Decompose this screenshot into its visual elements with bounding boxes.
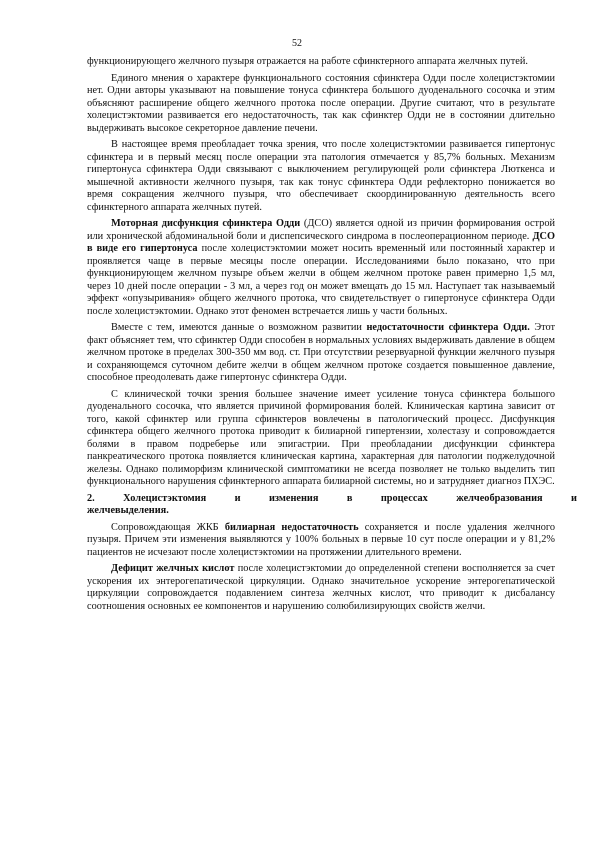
paragraph	[87, 563, 555, 613]
text-run: Сопровождающая ЖКБ	[111, 521, 225, 533]
text-run: после холецистэктомии до определенной степени восполняется за счет ускорения их энтерогепатической циркуляции. Однако значительное ускорение энтерогепатической циркуляции сопровождается подавлением синтеза желчных кислот, что приводит к дисбалансу соотношения основных ее компонентов и нарушению солюбилизирующих свойств желчи.	[87, 563, 555, 612]
text-run: после холецистэктомии может носить временный или постоянный характер и проявляется чаще в первые месяцы после операции. Исследованиями было показано, что при функционирующем желчном пузыре объем желчи в общем желчном протоке равен примерно 1,5 мл, через 10 дней после операции - 3 мл, а через год он может вмещать до 15 мл. Наступает так называемый эффект «опузыривания» общего желчного протока, что свидетельствует о гипертонусе сфинктера Одди после холецистэктомии. Однако этот феномен встречается лишь у части больных.	[87, 243, 556, 317]
heading-word: желчеобразования	[456, 492, 543, 504]
paragraph	[87, 322, 555, 385]
heading-word: 2.	[87, 492, 95, 504]
paragraph	[87, 73, 555, 136]
section-heading-continuation: желчевыделения.	[87, 505, 169, 516]
section-heading	[87, 493, 577, 506]
page-number: 52	[292, 38, 302, 49]
text-run: сохраняется и после удаления желчного пузыря. Причем эти изменения выявляются у 100% больных в первые 10 сут после операции и у 81,2% пациентов не исчезают после холецистэктомии на протяжении длительного времени.	[87, 521, 555, 558]
bold-term: Дефицит желчных кислот	[111, 563, 235, 574]
heading-word: в	[346, 492, 353, 504]
paragraph	[87, 522, 555, 560]
heading-word: Холецистэктомия	[123, 492, 207, 504]
text-run: С клинической точки зрения большее значение имеет усиление тонуса сфинктера большого дуоденального сосочка, что является причиной формирования болей. Клиническая картина зависит от того, какой сфинктер или группа сфинктеров вовлечены в патологический процесс. Дисфункция сфинктера общего желчного протока приводит к билиарной гипертензии, холестазу и сопровождается болями в правом подреберье или эпигастрии. При преобладании дисфункции сфинктера панкреатического протока появляется клиническая картина, характерная для патологии поджелудочной железы. Однако полиморфизм клинической симптоматики не всегда позволяет не только выделить тип функционального нарушения сфинктерного аппарата билиарной системы, но и затрудняет диагноз ПХЭС.	[87, 388, 555, 487]
text-block-2	[87, 522, 555, 614]
text-block-1	[87, 56, 555, 489]
text-run: Единого мнения о характере функционального состояния сфинктера Одди после холецистэктомии нет. Одни авторы указывают на повышение тонуса сфинктера большого дуоденального сосочка и этим объясняют расширение общего желчного протока после операции. Другие считают, что в результате холецистэктомии развивается его недостаточность, так как сфинктер Одди не в состоянии длительно выдерживать высокое секреторное давление печени.	[87, 72, 555, 134]
bold-term: недостаточности сфинктера Одди.	[366, 322, 530, 333]
bold-term: Моторная дисфункция сфинктера Одди	[111, 218, 301, 229]
text-run: (ДСО) является одной из причин формирования острой или хронической абдоминальной боли и диспепсического синдрома в послеоперационном периоде.	[87, 218, 555, 242]
paragraph	[87, 389, 555, 489]
page-body	[87, 56, 577, 617]
heading-word: изменения	[268, 492, 319, 504]
heading-word: процессах	[380, 492, 428, 504]
heading-word: и	[234, 492, 241, 504]
bold-term: ДСО в виде его гипертонуса	[87, 230, 555, 254]
paragraph	[87, 139, 555, 214]
text-run: Вместе с тем, имеются данные о возможном развитии	[111, 322, 367, 333]
paragraph	[87, 56, 555, 69]
paragraph	[87, 218, 555, 318]
text-run: функционирующего желчного пузыря отражается на работе сфинктерного аппарата желчных путей.	[87, 56, 528, 67]
text-run: Этот факт объясняет тем, что сфинктер Одди способен в нормальных условиях выдерживать давление в общем желчном протоке в пределах 300-350 мм вод. ст. При отсутствии резервуарной функции желчного пузыря и сохраняющемся суточном дебите желчи в общем желчном протоке создается повышенное давление, способное преодолевать даже гипертонус сфинктера Одди.	[87, 322, 556, 383]
heading-word: и	[571, 492, 577, 504]
text-run: В настоящее время преобладает точка зрения, что после холецистэктомии развивается гипертонус сфинктера и в первый месяц после операции эта патология отмечается у 85,7% больных. Механизм гипертонуса сфинктера Одди связывают с выключением регулирующей роли сфинктера Люткенса и мышечной активности желчного пузыря, так как тонус сфинктера Одди рефлекторно понижается во время сокращения желчного пузыря, что обеспечивает скоординированную деятельность всего сфинктерного аппарата желчных путей.	[87, 139, 555, 213]
bold-term: билиарная недостаточность	[224, 521, 359, 533]
